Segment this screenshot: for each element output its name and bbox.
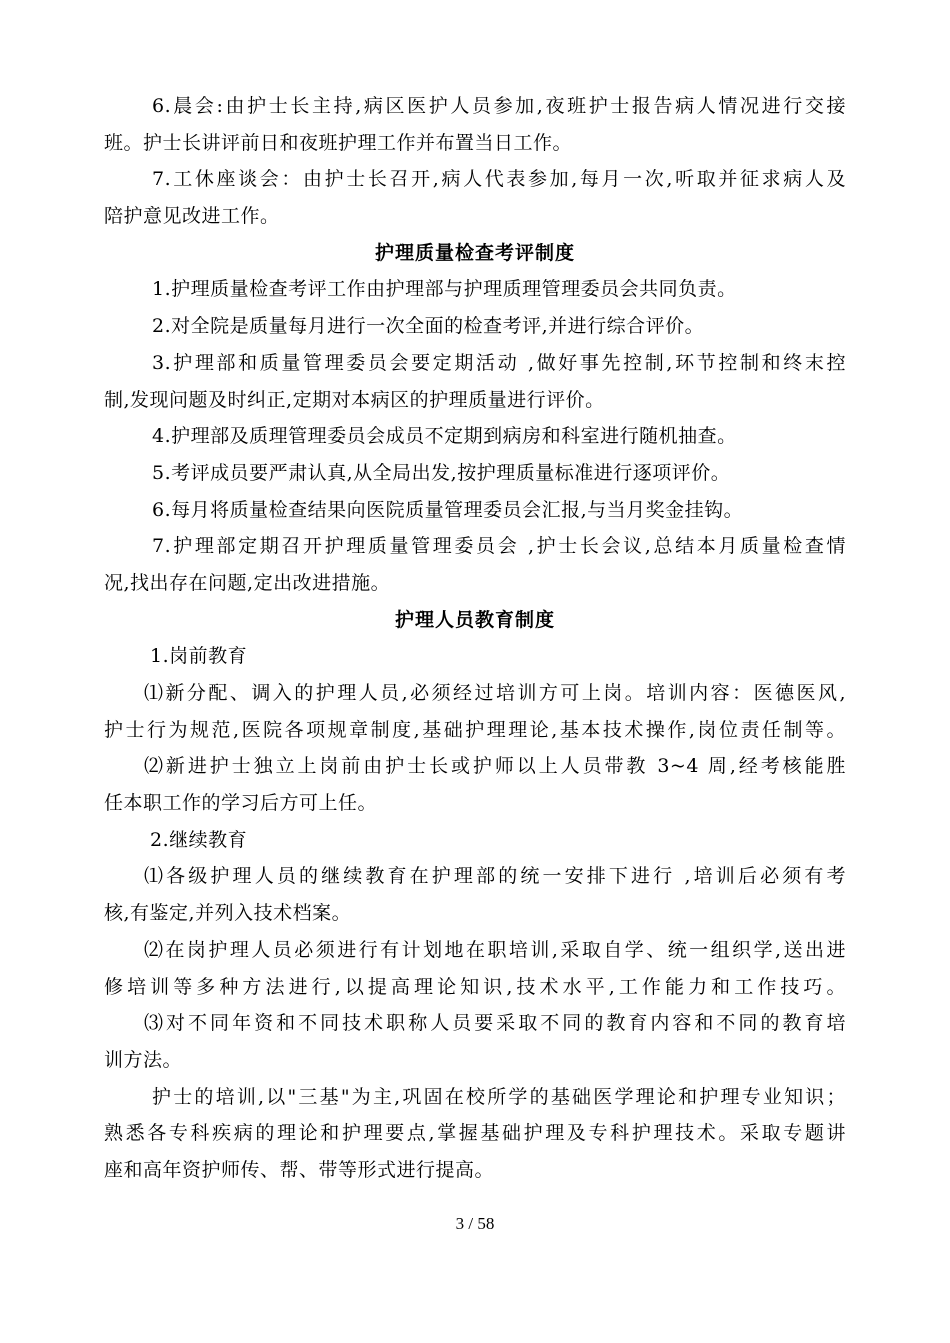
paragraph-line: ⑶对不同年资和不同技术职称人员要采取不同的教育内容和不同的教育培: [144, 1012, 846, 1035]
paragraph-line: 陪护意见改进工作。: [104, 205, 280, 228]
paragraph-line: 5.考评成员要严肃认真,从全局出发,按护理质量标准进行逐项评价。: [152, 461, 731, 484]
paragraph-line: 座和高年资护师传、帮、带等形式进行提高。: [104, 1158, 495, 1181]
paragraph-line: 任本职工作的学习后方可上任。: [104, 792, 378, 815]
paragraph-line: 护士行为规范,医院各项规章制度,基础护理理论,基本技术操作,岗位责任制等。: [104, 718, 846, 741]
paragraph-line: 况,找出存在问题,定出改进措施。: [104, 571, 391, 594]
section-heading-staff-education: 护理人员教育制度: [394, 608, 555, 631]
paragraph-line: 班。护士长讲评前日和夜班护理工作并布置当日工作。: [104, 131, 573, 154]
paragraph-line: 3.护理部和质量管理委员会要定期活动 ,做好事先控制,环节控制和终末控: [152, 351, 846, 374]
paragraph-line: 6.晨会:由护士长主持,病区医护人员参加,夜班护士报告病人情况进行交接: [152, 95, 846, 117]
paragraph-line: ⑴新分配、调入的护理人员,必须经过培训方可上岗。培训内容：医德医风,: [144, 682, 846, 704]
section-heading-quality-inspection: 护理质量检查考评制度: [374, 241, 575, 264]
paragraph-line: 核,有鉴定,并列入技术档案。: [104, 902, 352, 925]
paragraph-line: 6.每月将质量检查结果向医院质量管理委员会汇报,与当月奖金挂钩。: [152, 498, 744, 521]
paragraph-line: ⑴各级护理人员的继续教育在护理部的统一安排下进行 ,培训后必须有考: [144, 865, 846, 888]
paragraph-line: 7.护理部定期召开护理质量管理委员会 ,护士长会议,总结本月质量检查情: [152, 535, 846, 558]
paragraph-line: ⑵在岗护理人员必须进行有计划地在职培训,采取自学、统一组织学,送出进: [144, 938, 846, 961]
paragraph-line: 熟悉各专科疾病的理论和护理要点,掌握基础护理及专科护理技术。采取专题讲: [104, 1122, 846, 1145]
paragraph-line: 2.对全院是质量每月进行一次全面的检查考评,并进行综合评价。: [152, 315, 705, 338]
subsection-heading: 1.岗前教育: [150, 645, 248, 668]
paragraph-line: 7.工休座谈会：由护士长召开,病人代表参加,每月一次,听取并征求病人及: [152, 168, 846, 191]
paragraph-line: 制,发现问题及时纠正,定期对本病区的护理质量进行评价。: [104, 388, 605, 411]
page-number: 3 / 58: [455, 1214, 495, 1233]
paragraph-line: ⑵新进护士独立上岗前由护士长或护师以上人员带教 3~4 周,经考核能胜: [144, 755, 846, 778]
paragraph-line: 4.护理部及质理管理委员会成员不定期到病房和科室进行随机抽查。: [152, 425, 737, 448]
paragraph-line: 训方法。: [104, 1048, 183, 1071]
paragraph-line: 修培训等多种方法进行,以提高理论知识,技术水平,工作能力和工作技巧。: [104, 975, 846, 998]
document-body: [104, 88, 846, 1189]
subsection-heading: 2.继续教育: [150, 828, 248, 851]
paragraph-line: 护士的培训,以"三基"为主,巩固在校所学的基础医学理论和护理专业知识；: [152, 1085, 846, 1108]
paragraph-line: 1.护理质量检查考评工作由护理部与护理质理管理委员会共同负责。: [152, 278, 737, 301]
